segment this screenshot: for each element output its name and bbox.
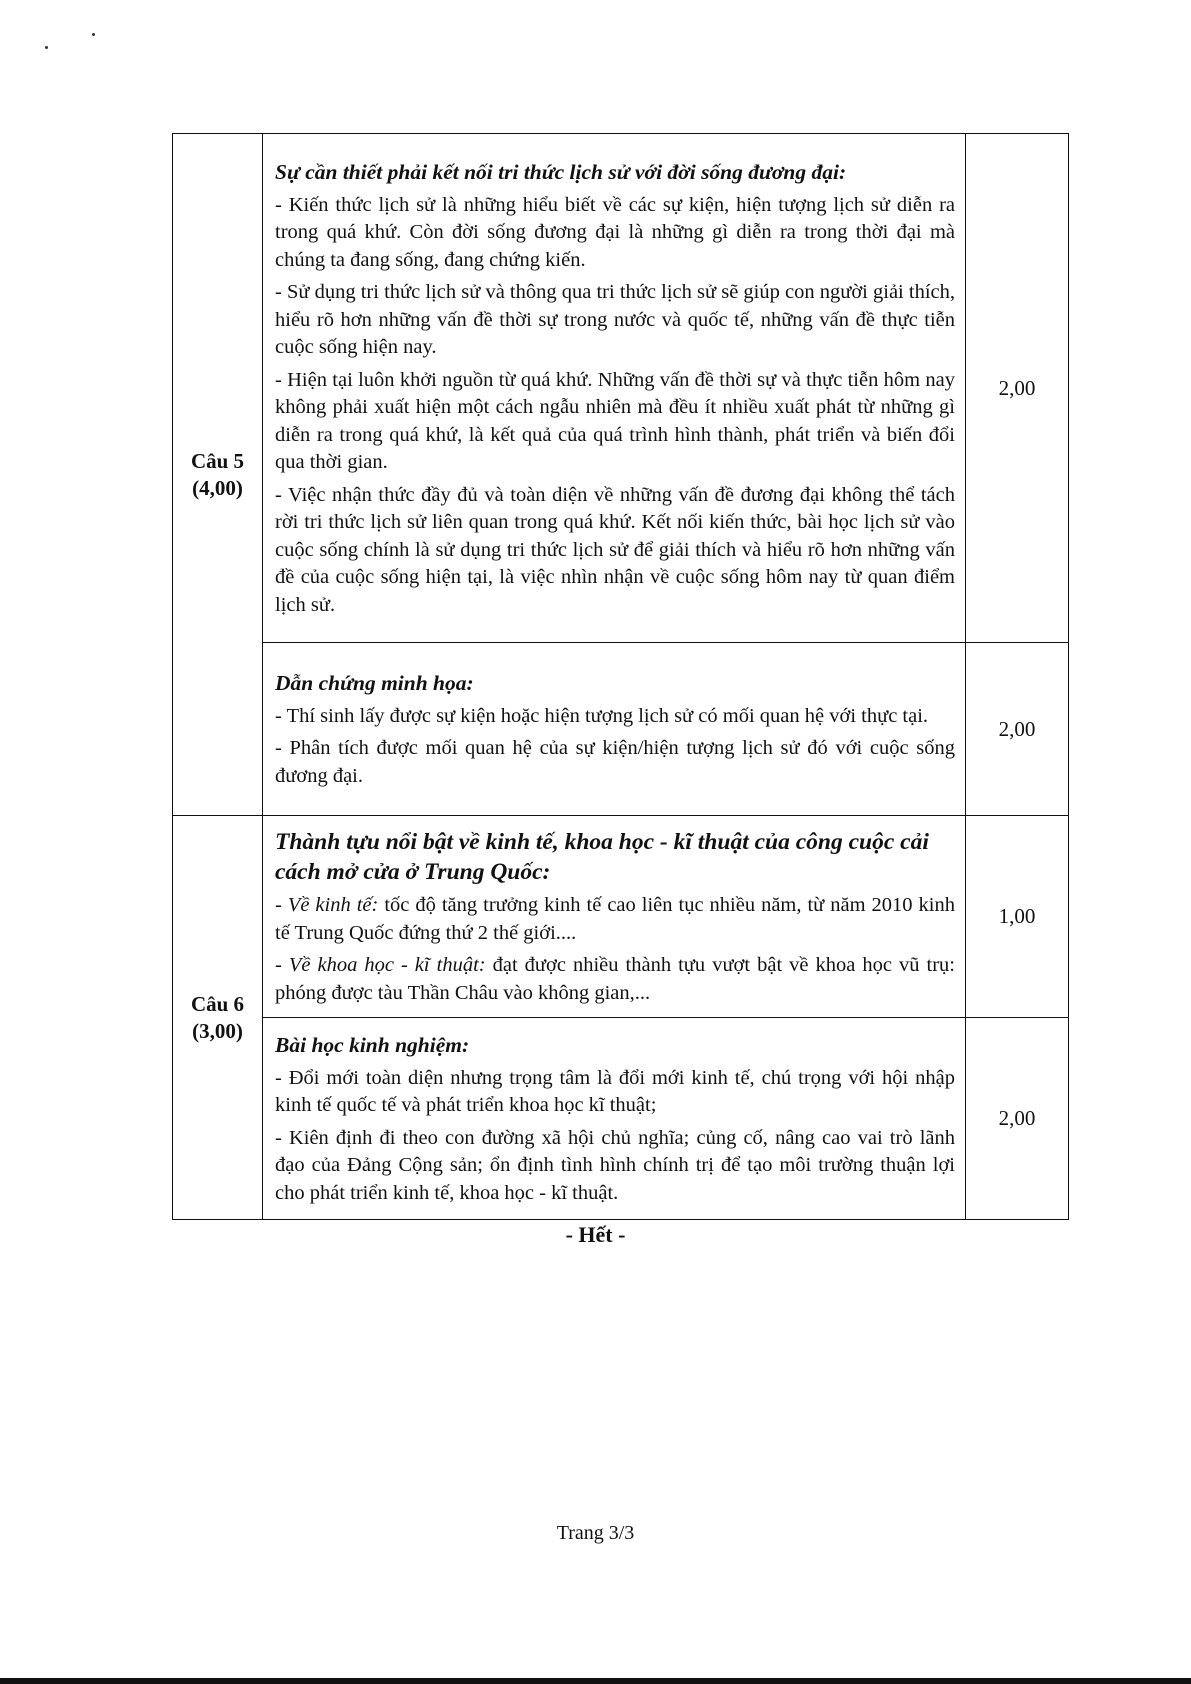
- scan-speck: [92, 33, 95, 36]
- content-cell: [263, 134, 966, 643]
- answer-paragraph: - Kiên định đi theo con đường xã hội chủ nghĩa; củng cố, nâng cao vai trò lãnh đạo của Đảng Cộng sản; ổn định tình hình chính trị để tạo môi trường thuận lợi cho phát triển kinh tế, khoa học - kĩ thuật.: [275, 1126, 955, 1204]
- page-footer: Trang 3/3: [556, 1522, 635, 1544]
- content-cell: [263, 643, 966, 816]
- answer-paragraph: [275, 952, 955, 1007]
- question-number: Câu 5: [190, 448, 245, 473]
- answer-paragraph: - Việc nhận thức đầy đủ và toàn diện về những vấn đề đương đại không thể tách rời tri thức lịch sử liên quan trong quá khứ. Kết nối kiến thức, bài học lịch sử vào cuộc sống chính là sử dụng tri thức lịch sử để giải thích và hiểu rõ hơn những vấn đề của cuộc sống hiện tại, là việc nhìn nhận về cuộc sống hôm nay từ quan điểm lịch sử.: [275, 483, 955, 616]
- question-cell: [173, 816, 263, 1220]
- score-cell: 2,00: [966, 134, 1069, 643]
- item-text: tốc độ tăng trưởng kinh tế cao liên tục nhiều năm, từ năm 2010 kinh tế Trung Quốc đứng thứ 2 thế giới....: [275, 894, 955, 944]
- score-cell: 1,00: [966, 816, 1069, 1018]
- item-lead: - Về khoa học - kĩ thuật:: [275, 954, 486, 976]
- score-cell: 2,00: [966, 1018, 1069, 1220]
- answer-paragraph: - Phân tích được mối quan hệ của sự kiện/hiện tượng lịch sử đó với cuộc sống đương đại.: [275, 737, 955, 787]
- answer-paragraph: - Kiến thức lịch sử là những hiểu biết về các sự kiện, hiện tượng lịch sử diễn ra trong quá khứ. Còn đời sống đương đại là những gì diễn ra trong thời đại mà chúng ta đang sống, đang chứng kiến.: [275, 193, 955, 271]
- table-row: [173, 134, 1069, 643]
- question-cell: [173, 134, 263, 816]
- answer-paragraph: - Đổi mới toàn diện nhưng trọng tâm là đổi mới kinh tế, chú trọng với hội nhập kinh tế quốc tế và phát triển khoa học kĩ thuật;: [275, 1066, 955, 1117]
- answer-paragraph: - Thí sinh lấy được sự kiện hoặc hiện tượng lịch sử có mối quan hệ với thực tại.: [275, 704, 929, 727]
- answer-paragraph: - Sử dụng tri thức lịch sử và thông qua tri thức lịch sử sẽ giúp con người giải thích, hiểu rõ hơn những vấn đề thời sự trong nước và quốc tế, những vấn đề thực tiễn cuộc sống hiện nay.: [275, 281, 955, 359]
- answer-paragraph: [275, 892, 955, 947]
- section-heading: Bài học kinh nghiệm:: [275, 1032, 470, 1057]
- section-heading: Dẫn chứng minh họa:: [275, 670, 474, 695]
- score-cell: 2,00: [966, 643, 1069, 816]
- section-heading: Sự cần thiết phải kết nối tri thức lịch sử với đời sống đương đại:: [275, 159, 847, 184]
- question-points: (4,00): [192, 475, 243, 500]
- table-row: [173, 643, 1069, 816]
- scan-speck: [45, 46, 48, 49]
- question-number: Câu 6: [190, 991, 245, 1016]
- question-points: (3,00): [192, 1018, 243, 1043]
- section-heading: Thành tựu nổi bật về kinh tế, khoa học - kĩ thuật của công cuộc cải cách mở cửa ở Trung Quốc:: [275, 829, 929, 885]
- answer-rubric-table: [172, 133, 1069, 1220]
- table-row: [173, 1018, 1069, 1220]
- content-cell: [263, 1018, 966, 1220]
- answer-paragraph: - Hiện tại luôn khởi nguồn từ quá khứ. Những vấn đề thời sự và thực tiễn hôm nay không phải xuất hiện một cách ngẫu nhiên mà đều ít nhiều xuất phát từ những gì diễn ra trong quá khứ, là kết quả của quá trình hình thành, phát triển và biến đổi qua thời gian.: [275, 368, 955, 474]
- end-mark: - Hết -: [565, 1222, 626, 1247]
- item-text: đạt được nhiều thành tựu vượt bật về khoa học vũ trụ: phóng được tàu Thần Châu vào không gian,...: [275, 954, 955, 1004]
- content-cell: [263, 816, 966, 1018]
- item-lead: - Về kinh tế:: [275, 894, 379, 916]
- table-row: [173, 816, 1069, 1018]
- bottom-edge: [0, 1678, 1191, 1684]
